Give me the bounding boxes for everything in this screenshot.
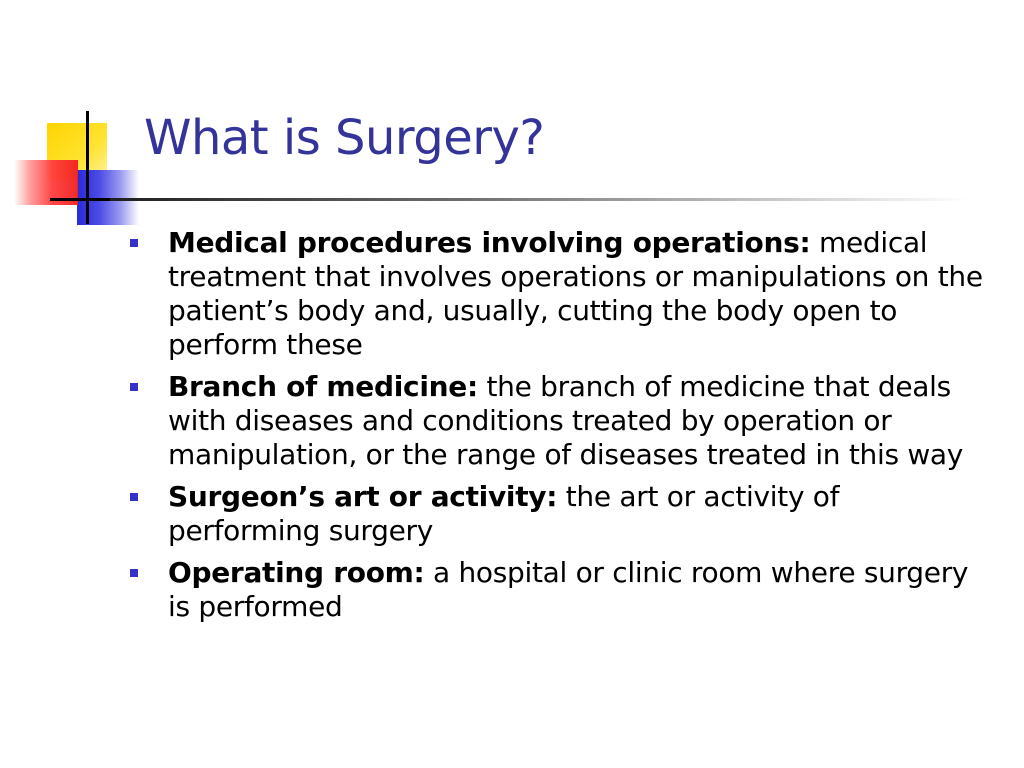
bullet-definition: a hospital or clinic room where surgery is performed: [168, 556, 969, 623]
bullet-term: Operating room:: [168, 556, 425, 589]
bullet-definition: medical treatment that involves operations or manipulations on the patient’s body and, usually, cutting the body open to perform these: [168, 226, 983, 361]
vertical-line-decoration: [86, 111, 89, 224]
bullet-term: Surgeon’s art or activity:: [168, 480, 558, 513]
bullet-item: [128, 370, 988, 472]
square-bullet-icon: [130, 239, 138, 247]
bullet-term: Medical procedures involving operations:: [168, 226, 811, 259]
bullet-term: Branch of medicine:: [168, 370, 478, 403]
bullet-item: [128, 226, 988, 362]
title-underline: [110, 198, 970, 201]
slide-title: What is Surgery?: [144, 110, 545, 166]
bullet-definition: the branch of medicine that deals with diseases and conditions treated by operation or manipulation, or the range of diseases treated in this way: [168, 370, 964, 471]
square-bullet-icon: [130, 493, 138, 501]
bullet-item: [128, 556, 988, 624]
square-bullet-icon: [130, 569, 138, 577]
bullet-definition: the art or activity of performing surgery: [168, 480, 840, 547]
bullet-list: [128, 226, 988, 632]
bullet-item: [128, 480, 988, 548]
square-bullet-icon: [130, 383, 138, 391]
